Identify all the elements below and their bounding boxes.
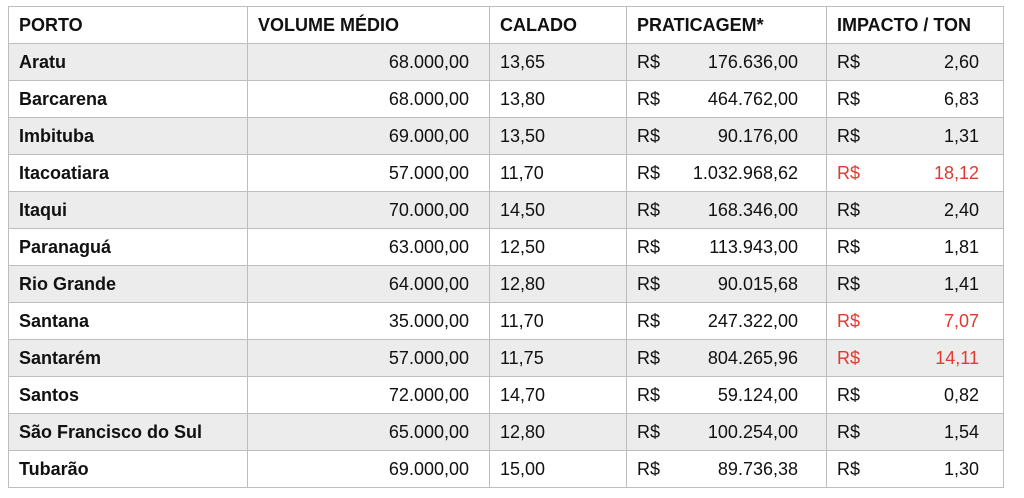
impacto-value: 18,12 [933,162,979,183]
table-row [9,451,1004,488]
currency-symbol: R$ [837,273,861,294]
header-porto: PORTO [9,7,248,44]
cell-volume: 63.000,00 [248,229,490,266]
impacto-value: 1,31 [943,125,979,146]
cell-volume: 65.000,00 [248,414,490,451]
currency-symbol: R$ [837,88,861,109]
cell-porto: Santana [9,303,248,340]
cell-volume: 69.000,00 [248,451,490,488]
praticagem-value: 59.124,00 [717,384,798,405]
cell-praticagem [627,81,827,118]
praticagem-value: 804.265,96 [707,347,798,368]
cell-praticagem [627,44,827,81]
cell-calado: 14,50 [490,192,627,229]
cell-praticagem [627,340,827,377]
cell-volume: 68.000,00 [248,81,490,118]
table-row [9,340,1004,377]
cell-impacto [827,266,1004,303]
cell-volume: 57.000,00 [248,340,490,377]
praticagem-value: 464.762,00 [707,88,798,109]
cell-volume: 57.000,00 [248,155,490,192]
header-praticagem: PRATICAGEM* [627,7,827,44]
cell-calado: 11,75 [490,340,627,377]
cell-impacto [827,155,1004,192]
header-calado: CALADO [490,7,627,44]
currency-symbol: R$ [637,88,661,109]
praticagem-value: 90.176,00 [717,125,798,146]
cell-calado: 13,50 [490,118,627,155]
cell-calado: 11,70 [490,303,627,340]
currency-symbol: R$ [837,51,861,72]
currency-symbol: R$ [837,421,861,442]
currency-symbol: R$ [637,310,661,331]
currency-symbol: R$ [637,199,661,220]
cell-volume: 70.000,00 [248,192,490,229]
cell-impacto [827,81,1004,118]
cell-porto: Tubarão [9,451,248,488]
currency-symbol: R$ [837,384,861,405]
praticagem-value: 247.322,00 [707,310,798,331]
impacto-value: 0,82 [943,384,979,405]
table-row [9,377,1004,414]
currency-symbol: R$ [837,125,861,146]
table-row [9,44,1004,81]
cell-praticagem [627,118,827,155]
table-row [9,155,1004,192]
cell-calado: 12,80 [490,414,627,451]
table-row [9,192,1004,229]
cell-porto: Rio Grande [9,266,248,303]
cell-porto: Paranaguá [9,229,248,266]
impacto-value: 6,83 [943,88,979,109]
cell-porto: Itacoatiara [9,155,248,192]
praticagem-value: 1.032.968,62 [692,162,798,183]
cell-impacto [827,229,1004,266]
cell-volume: 35.000,00 [248,303,490,340]
cell-praticagem [627,451,827,488]
table-row [9,303,1004,340]
cell-porto: Itaqui [9,192,248,229]
currency-symbol: R$ [637,458,661,479]
currency-symbol: R$ [837,347,861,368]
cell-praticagem [627,266,827,303]
currency-symbol: R$ [637,51,661,72]
cell-volume: 64.000,00 [248,266,490,303]
cell-impacto [827,340,1004,377]
cell-impacto [827,451,1004,488]
currency-symbol: R$ [637,162,661,183]
cell-porto: Santarém [9,340,248,377]
ports-table-container [8,6,1003,488]
table-row [9,81,1004,118]
cell-porto: Imbituba [9,118,248,155]
praticagem-value: 100.254,00 [707,421,798,442]
cell-praticagem [627,377,827,414]
cell-impacto [827,377,1004,414]
cell-porto: Barcarena [9,81,248,118]
praticagem-value: 113.943,00 [709,236,798,257]
table-header-row [9,7,1004,44]
table-row [9,118,1004,155]
praticagem-value: 176.636,00 [707,51,798,72]
impacto-value: 2,40 [943,199,979,220]
praticagem-value: 89.736,38 [717,458,798,479]
table-row [9,266,1004,303]
cell-porto: Aratu [9,44,248,81]
currency-symbol: R$ [637,347,661,368]
cell-porto: São Francisco do Sul [9,414,248,451]
currency-symbol: R$ [637,273,661,294]
cell-praticagem [627,229,827,266]
cell-calado: 13,80 [490,81,627,118]
cell-praticagem [627,303,827,340]
cell-calado: 13,65 [490,44,627,81]
cell-calado: 12,50 [490,229,627,266]
praticagem-value: 168.346,00 [707,199,798,220]
impacto-value: 1,54 [943,421,979,442]
cell-impacto [827,414,1004,451]
cell-praticagem [627,155,827,192]
cell-impacto [827,44,1004,81]
impacto-value: 7,07 [943,310,979,331]
cell-calado: 12,80 [490,266,627,303]
impacto-value: 14,11 [935,347,979,368]
cell-porto: Santos [9,377,248,414]
currency-symbol: R$ [637,384,661,405]
cell-praticagem [627,192,827,229]
currency-symbol: R$ [637,421,661,442]
currency-symbol: R$ [837,310,861,331]
cell-calado: 15,00 [490,451,627,488]
cell-volume: 68.000,00 [248,44,490,81]
cell-volume: 72.000,00 [248,377,490,414]
impacto-value: 1,41 [943,273,979,294]
impacto-value: 1,81 [943,236,979,257]
praticagem-value: 90.015,68 [717,273,798,294]
currency-symbol: R$ [637,236,661,257]
cell-calado: 11,70 [490,155,627,192]
cell-impacto [827,118,1004,155]
impacto-value: 1,30 [943,458,979,479]
cell-calado: 14,70 [490,377,627,414]
currency-symbol: R$ [837,458,861,479]
currency-symbol: R$ [837,199,861,220]
currency-symbol: R$ [637,125,661,146]
impacto-value: 2,60 [943,51,979,72]
header-volume-medio: VOLUME MÉDIO [248,7,490,44]
table-row [9,229,1004,266]
currency-symbol: R$ [837,162,861,183]
currency-symbol: R$ [837,236,861,257]
cell-praticagem [627,414,827,451]
header-impacto-ton: IMPACTO / TON [827,7,1004,44]
table-row [9,414,1004,451]
cell-impacto [827,303,1004,340]
ports-pilotage-table [8,6,1004,488]
cell-impacto [827,192,1004,229]
cell-volume: 69.000,00 [248,118,490,155]
